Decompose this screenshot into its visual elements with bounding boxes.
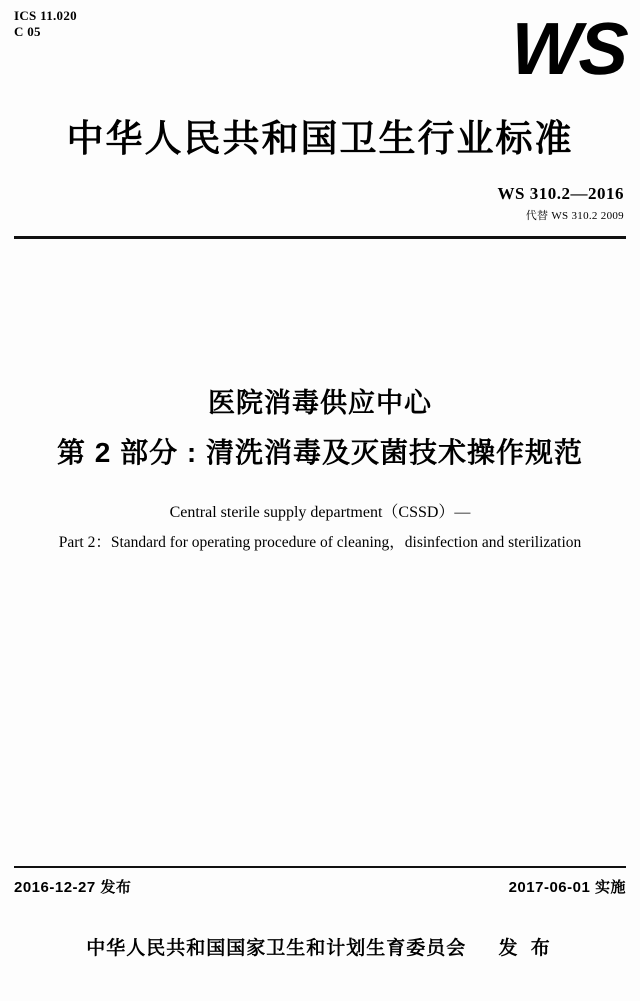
publisher-issue-label: 发 布 [498,938,554,959]
document-title-en-line2: Part 2：Standard for operating procedure of cleaning，disinfection and sterilization [58,534,582,552]
standard-number-block [498,184,624,223]
standard-series-title: 中华人民共和国卫生行业标准 [66,118,574,159]
publisher-row [0,933,640,960]
ws-logo: WS [509,7,628,90]
document-title-cn-line1: 医院消毒供应中心 [208,388,432,418]
publisher-name: 中华人民共和国国家卫生和计划生育委员会 [86,938,467,959]
divider-top [14,236,626,239]
ics-number: ICS 11.020 [14,8,77,23]
issue-date: 2016-12-27 发布 [14,879,132,896]
effective-date: 2017-06-01 实施 [508,879,626,896]
document-title-en-line1: Central sterile supply department（CSSD）— [169,504,471,521]
date-row [14,876,626,897]
document-title-cn-line2: 第 2 部分 : 清洗消毒及灭菌技术操作规范 [56,436,583,468]
divider-bottom [14,866,626,868]
ccs-number: C 05 [14,24,41,40]
standard-number: WS 310.2—2016 [497,184,624,203]
ics-classification [14,8,77,41]
document-title-en [0,498,640,558]
document-title-cn [0,383,640,474]
standard-replaces: 代替 WS 310.2 2009 [525,210,624,222]
